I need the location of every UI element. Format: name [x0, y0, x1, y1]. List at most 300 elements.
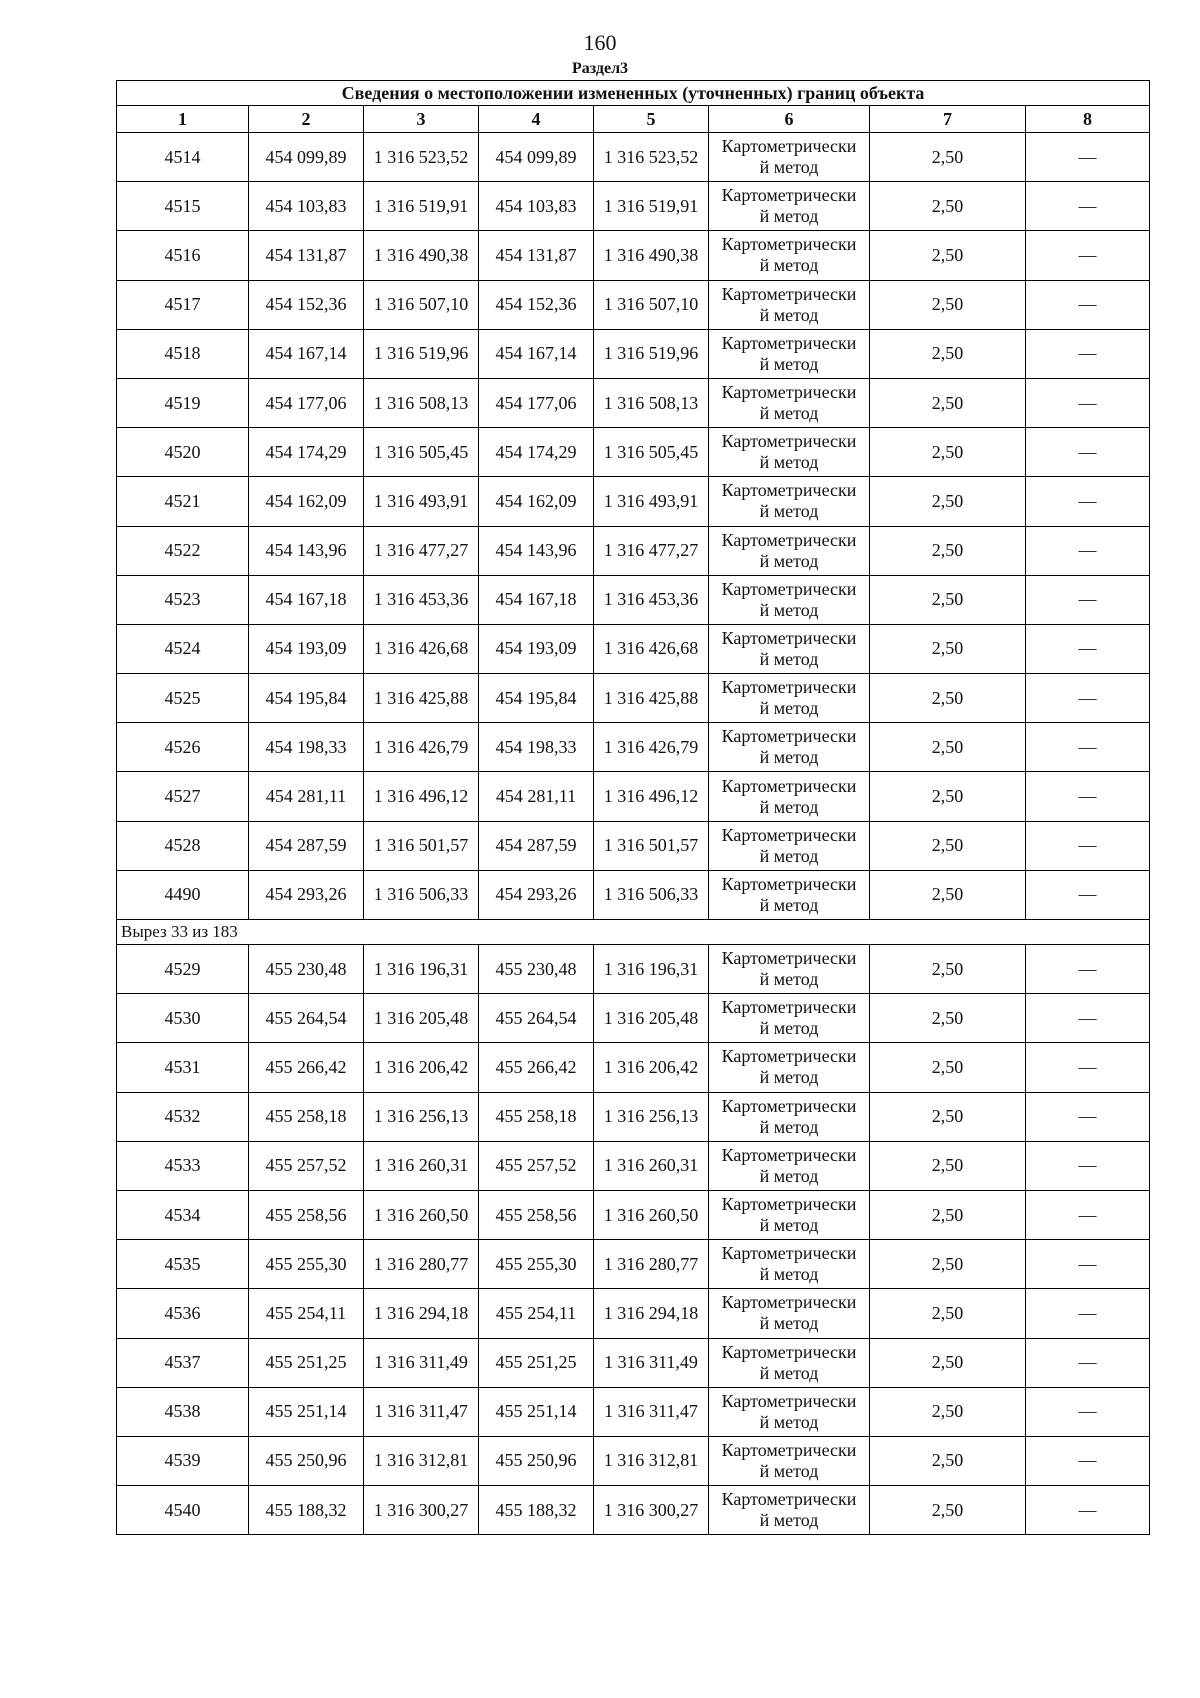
- y-old-cell: 1 316 260,31: [364, 1141, 479, 1190]
- method-line2: й метод: [759, 501, 819, 522]
- accuracy-cell: 2,50: [870, 1141, 1026, 1190]
- method-line1: Картометрически: [721, 997, 857, 1018]
- x-old-cell: 454 174,29: [249, 428, 364, 477]
- column-number: 5: [594, 106, 709, 133]
- x-old-cell: 454 103,83: [249, 182, 364, 231]
- point-number-cell: 4531: [117, 1043, 249, 1092]
- method-cell: [709, 1141, 870, 1190]
- method-line2: й метод: [759, 1460, 819, 1481]
- table-row: [117, 1387, 1150, 1436]
- empty-mark-cell: —: [1026, 870, 1150, 919]
- empty-mark-cell: —: [1026, 378, 1150, 427]
- x-new-cell: 454 193,09: [479, 624, 594, 673]
- method-line2: й метод: [759, 648, 819, 669]
- point-number-cell: 4520: [117, 428, 249, 477]
- accuracy-cell: 2,50: [870, 428, 1026, 477]
- accuracy-cell: 2,50: [870, 870, 1026, 919]
- x-new-cell: 454 167,14: [479, 329, 594, 378]
- y-new-cell: 1 316 280,77: [594, 1240, 709, 1289]
- method-line2: й метод: [759, 452, 819, 473]
- empty-mark-cell: —: [1026, 526, 1150, 575]
- method-line1: Картометрически: [721, 1292, 857, 1313]
- method-cell: [709, 1190, 870, 1239]
- x-new-cell: 455 266,42: [479, 1043, 594, 1092]
- method-line1: Картометрически: [721, 1144, 857, 1165]
- method-line1: Картометрически: [721, 677, 857, 698]
- column-number: 4: [479, 106, 594, 133]
- x-new-cell: 454 195,84: [479, 674, 594, 723]
- x-old-cell: 455 251,14: [249, 1387, 364, 1436]
- accuracy-cell: 2,50: [870, 1436, 1026, 1485]
- method-cell: [709, 1436, 870, 1485]
- method-line1: Картометрически: [721, 1341, 857, 1362]
- y-new-cell: 1 316 312,81: [594, 1436, 709, 1485]
- y-old-cell: 1 316 426,68: [364, 624, 479, 673]
- method-line2: й метод: [759, 1116, 819, 1137]
- accuracy-cell: 2,50: [870, 821, 1026, 870]
- table-row: [117, 723, 1150, 772]
- accuracy-cell: 2,50: [870, 723, 1026, 772]
- point-number-cell: 4522: [117, 526, 249, 575]
- table-row: [117, 133, 1150, 182]
- method-line2: й метод: [759, 599, 819, 620]
- table-row: [117, 1338, 1150, 1387]
- column-number: 6: [709, 106, 870, 133]
- x-new-cell: 454 099,89: [479, 133, 594, 182]
- y-new-cell: 1 316 300,27: [594, 1486, 709, 1535]
- method-line1: Картометрически: [721, 627, 857, 648]
- accuracy-cell: 2,50: [870, 1092, 1026, 1141]
- point-number-cell: 4527: [117, 772, 249, 821]
- y-new-cell: 1 316 205,48: [594, 994, 709, 1043]
- method-line2: й метод: [759, 969, 819, 990]
- method-line2: й метод: [759, 1313, 819, 1334]
- point-number-cell: 4534: [117, 1190, 249, 1239]
- x-old-cell: 455 258,56: [249, 1190, 364, 1239]
- table-row: [117, 280, 1150, 329]
- method-cell: [709, 182, 870, 231]
- y-old-cell: 1 316 453,36: [364, 575, 479, 624]
- point-number-cell: 4515: [117, 182, 249, 231]
- empty-mark-cell: —: [1026, 821, 1150, 870]
- accuracy-cell: 2,50: [870, 231, 1026, 280]
- empty-mark-cell: —: [1026, 280, 1150, 329]
- method-line2: й метод: [759, 353, 819, 374]
- method-cell: [709, 994, 870, 1043]
- method-line1: Картометрически: [721, 136, 857, 157]
- method-cell: [709, 1043, 870, 1092]
- y-new-cell: 1 316 519,96: [594, 329, 709, 378]
- y-old-cell: 1 316 300,27: [364, 1486, 479, 1535]
- x-old-cell: 455 258,18: [249, 1092, 364, 1141]
- method-cell: [709, 821, 870, 870]
- x-new-cell: 455 251,25: [479, 1338, 594, 1387]
- point-number-cell: 4529: [117, 945, 249, 994]
- method-line1: Картометрически: [721, 824, 857, 845]
- x-new-cell: 454 177,06: [479, 378, 594, 427]
- y-new-cell: 1 316 453,36: [594, 575, 709, 624]
- method-cell: [709, 1338, 870, 1387]
- empty-mark-cell: —: [1026, 1436, 1150, 1485]
- y-new-cell: 1 316 426,68: [594, 624, 709, 673]
- column-number: 1: [117, 106, 249, 133]
- empty-mark-cell: —: [1026, 231, 1150, 280]
- empty-mark-cell: —: [1026, 1289, 1150, 1338]
- x-new-cell: 455 188,32: [479, 1486, 594, 1535]
- empty-mark-cell: —: [1026, 1486, 1150, 1535]
- empty-mark-cell: —: [1026, 945, 1150, 994]
- column-number-row: [117, 106, 1150, 133]
- empty-mark-cell: —: [1026, 624, 1150, 673]
- method-line2: й метод: [759, 796, 819, 817]
- method-cell: [709, 477, 870, 526]
- method-line2: й метод: [759, 206, 819, 227]
- point-number-cell: 4540: [117, 1486, 249, 1535]
- accuracy-cell: 2,50: [870, 1486, 1026, 1535]
- empty-mark-cell: —: [1026, 575, 1150, 624]
- table-row: [117, 378, 1150, 427]
- y-old-cell: 1 316 490,38: [364, 231, 479, 280]
- method-cell: [709, 329, 870, 378]
- column-number: 2: [249, 106, 364, 133]
- y-new-cell: 1 316 505,45: [594, 428, 709, 477]
- method-line1: Картометрически: [721, 480, 857, 501]
- x-new-cell: 455 255,30: [479, 1240, 594, 1289]
- accuracy-cell: 2,50: [870, 1240, 1026, 1289]
- method-cell: [709, 280, 870, 329]
- table-row: [117, 674, 1150, 723]
- method-line1: Картометрически: [721, 1095, 857, 1116]
- method-line1: Картометрически: [721, 283, 857, 304]
- empty-mark-cell: —: [1026, 1043, 1150, 1092]
- method-line2: й метод: [759, 255, 819, 276]
- table-body: [117, 133, 1150, 1535]
- accuracy-cell: 2,50: [870, 575, 1026, 624]
- x-old-cell: 455 251,25: [249, 1338, 364, 1387]
- method-line2: й метод: [759, 1510, 819, 1531]
- accuracy-cell: 2,50: [870, 329, 1026, 378]
- y-new-cell: 1 316 260,50: [594, 1190, 709, 1239]
- table-row: [117, 428, 1150, 477]
- x-old-cell: 454 167,18: [249, 575, 364, 624]
- table-row: [117, 945, 1150, 994]
- method-cell: [709, 133, 870, 182]
- method-cell: [709, 624, 870, 673]
- method-cell: [709, 1240, 870, 1289]
- method-cell: [709, 231, 870, 280]
- y-old-cell: 1 316 311,47: [364, 1387, 479, 1436]
- method-line1: Картометрически: [721, 332, 857, 353]
- method-line2: й метод: [759, 304, 819, 325]
- table-row: [117, 821, 1150, 870]
- x-old-cell: 455 254,11: [249, 1289, 364, 1338]
- y-new-cell: 1 316 501,57: [594, 821, 709, 870]
- y-old-cell: 1 316 205,48: [364, 994, 479, 1043]
- empty-mark-cell: —: [1026, 1387, 1150, 1436]
- method-cell: [709, 378, 870, 427]
- x-new-cell: 455 254,11: [479, 1289, 594, 1338]
- y-old-cell: 1 316 501,57: [364, 821, 479, 870]
- empty-mark-cell: —: [1026, 994, 1150, 1043]
- method-line1: Картометрически: [721, 948, 857, 969]
- x-old-cell: 455 230,48: [249, 945, 364, 994]
- empty-mark-cell: —: [1026, 182, 1150, 231]
- y-new-cell: 1 316 507,10: [594, 280, 709, 329]
- accuracy-cell: 2,50: [870, 1043, 1026, 1092]
- x-old-cell: 454 195,84: [249, 674, 364, 723]
- table-row: [117, 1486, 1150, 1535]
- empty-mark-cell: —: [1026, 1092, 1150, 1141]
- x-old-cell: 454 287,59: [249, 821, 364, 870]
- x-old-cell: 454 131,87: [249, 231, 364, 280]
- y-new-cell: 1 316 496,12: [594, 772, 709, 821]
- accuracy-cell: 2,50: [870, 674, 1026, 723]
- x-old-cell: 455 264,54: [249, 994, 364, 1043]
- x-old-cell: 454 193,09: [249, 624, 364, 673]
- accuracy-cell: 2,50: [870, 772, 1026, 821]
- point-number-cell: 4526: [117, 723, 249, 772]
- accuracy-cell: 2,50: [870, 1190, 1026, 1239]
- point-number-cell: 4530: [117, 994, 249, 1043]
- accuracy-cell: 2,50: [870, 182, 1026, 231]
- table-row: [117, 526, 1150, 575]
- cut-label: Вырез 33 из 183: [117, 920, 1150, 945]
- empty-mark-cell: —: [1026, 477, 1150, 526]
- point-number-cell: 4535: [117, 1240, 249, 1289]
- method-cell: [709, 945, 870, 994]
- y-new-cell: 1 316 508,13: [594, 378, 709, 427]
- x-old-cell: 454 167,14: [249, 329, 364, 378]
- cut-row: [117, 920, 1150, 945]
- point-number-cell: 4533: [117, 1141, 249, 1190]
- y-new-cell: 1 316 256,13: [594, 1092, 709, 1141]
- table-row: [117, 1092, 1150, 1141]
- y-new-cell: 1 316 506,33: [594, 870, 709, 919]
- method-line1: Картометрически: [721, 431, 857, 452]
- x-old-cell: 454 281,11: [249, 772, 364, 821]
- y-new-cell: 1 316 311,47: [594, 1387, 709, 1436]
- method-line1: Картометрически: [721, 234, 857, 255]
- accuracy-cell: 2,50: [870, 624, 1026, 673]
- x-old-cell: 455 257,52: [249, 1141, 364, 1190]
- method-line2: й метод: [759, 1264, 819, 1285]
- empty-mark-cell: —: [1026, 1338, 1150, 1387]
- point-number-cell: 4521: [117, 477, 249, 526]
- y-new-cell: 1 316 519,91: [594, 182, 709, 231]
- method-cell: [709, 1387, 870, 1436]
- y-new-cell: 1 316 523,52: [594, 133, 709, 182]
- table-row: [117, 1436, 1150, 1485]
- empty-mark-cell: —: [1026, 674, 1150, 723]
- table-row: [117, 1240, 1150, 1289]
- table-row: [117, 870, 1150, 919]
- x-new-cell: 455 250,96: [479, 1436, 594, 1485]
- method-line2: й метод: [759, 894, 819, 915]
- accuracy-cell: 2,50: [870, 133, 1026, 182]
- method-line1: Картометрически: [721, 1243, 857, 1264]
- table-row: [117, 231, 1150, 280]
- method-cell: [709, 428, 870, 477]
- method-cell: [709, 772, 870, 821]
- empty-mark-cell: —: [1026, 133, 1150, 182]
- table-row: [117, 1043, 1150, 1092]
- y-old-cell: 1 316 508,13: [364, 378, 479, 427]
- y-old-cell: 1 316 260,50: [364, 1190, 479, 1239]
- x-old-cell: 455 266,42: [249, 1043, 364, 1092]
- y-old-cell: 1 316 505,45: [364, 428, 479, 477]
- x-new-cell: 454 281,11: [479, 772, 594, 821]
- method-line2: й метод: [759, 550, 819, 571]
- x-old-cell: 454 162,09: [249, 477, 364, 526]
- y-new-cell: 1 316 196,31: [594, 945, 709, 994]
- method-cell: [709, 1289, 870, 1338]
- table-row: [117, 1289, 1150, 1338]
- x-new-cell: 455 251,14: [479, 1387, 594, 1436]
- y-old-cell: 1 316 493,91: [364, 477, 479, 526]
- method-line1: Картометрически: [721, 382, 857, 403]
- x-old-cell: 454 143,96: [249, 526, 364, 575]
- x-new-cell: 454 287,59: [479, 821, 594, 870]
- point-number-cell: 4528: [117, 821, 249, 870]
- table-row: [117, 575, 1150, 624]
- accuracy-cell: 2,50: [870, 526, 1026, 575]
- method-cell: [709, 1092, 870, 1141]
- column-number: 8: [1026, 106, 1150, 133]
- y-old-cell: 1 316 519,91: [364, 182, 479, 231]
- empty-mark-cell: —: [1026, 1190, 1150, 1239]
- y-old-cell: 1 316 523,52: [364, 133, 479, 182]
- method-line2: й метод: [759, 157, 819, 178]
- method-line1: Картометрически: [721, 726, 857, 747]
- point-number-cell: 4519: [117, 378, 249, 427]
- accuracy-cell: 2,50: [870, 994, 1026, 1043]
- table-title: Сведения о местоположении измененных (уточненных) границ объекта: [117, 81, 1150, 106]
- method-line2: й метод: [759, 747, 819, 768]
- table-row: [117, 1141, 1150, 1190]
- accuracy-cell: 2,50: [870, 1387, 1026, 1436]
- column-number: 7: [870, 106, 1026, 133]
- method-line2: й метод: [759, 1411, 819, 1432]
- y-old-cell: 1 316 311,49: [364, 1338, 479, 1387]
- method-line2: й метод: [759, 403, 819, 424]
- empty-mark-cell: —: [1026, 723, 1150, 772]
- accuracy-cell: 2,50: [870, 945, 1026, 994]
- x-new-cell: 454 152,36: [479, 280, 594, 329]
- point-number-cell: 4524: [117, 624, 249, 673]
- y-old-cell: 1 316 477,27: [364, 526, 479, 575]
- point-number-cell: 4538: [117, 1387, 249, 1436]
- method-line1: Картометрически: [721, 185, 857, 206]
- x-new-cell: 454 293,26: [479, 870, 594, 919]
- y-new-cell: 1 316 206,42: [594, 1043, 709, 1092]
- x-new-cell: 454 131,87: [479, 231, 594, 280]
- method-line1: Картометрически: [721, 578, 857, 599]
- method-line1: Картометрически: [721, 1390, 857, 1411]
- column-number: 3: [364, 106, 479, 133]
- point-number-cell: 4539: [117, 1436, 249, 1485]
- x-new-cell: 455 258,18: [479, 1092, 594, 1141]
- section-label: Раздел3: [571, 60, 629, 77]
- point-number-cell: 4537: [117, 1338, 249, 1387]
- empty-mark-cell: —: [1026, 772, 1150, 821]
- method-line1: Картометрически: [721, 1194, 857, 1215]
- y-old-cell: 1 316 507,10: [364, 280, 479, 329]
- x-new-cell: 455 264,54: [479, 994, 594, 1043]
- method-line2: й метод: [759, 845, 819, 866]
- y-old-cell: 1 316 294,18: [364, 1289, 479, 1338]
- y-old-cell: 1 316 280,77: [364, 1240, 479, 1289]
- method-cell: [709, 575, 870, 624]
- y-new-cell: 1 316 425,88: [594, 674, 709, 723]
- point-number-cell: 4532: [117, 1092, 249, 1141]
- x-new-cell: 454 174,29: [479, 428, 594, 477]
- accuracy-cell: 2,50: [870, 280, 1026, 329]
- x-old-cell: 454 198,33: [249, 723, 364, 772]
- method-cell: [709, 674, 870, 723]
- x-old-cell: 454 152,36: [249, 280, 364, 329]
- x-old-cell: 454 177,06: [249, 378, 364, 427]
- method-line2: й метод: [759, 1165, 819, 1186]
- page-number: 160: [583, 30, 617, 55]
- table-row: [117, 1190, 1150, 1239]
- method-line1: Картометрически: [721, 1046, 857, 1067]
- table-row: [117, 329, 1150, 378]
- accuracy-cell: 2,50: [870, 477, 1026, 526]
- x-old-cell: 454 293,26: [249, 870, 364, 919]
- point-number-cell: 4514: [117, 133, 249, 182]
- method-line1: Картометрически: [721, 873, 857, 894]
- x-new-cell: 454 143,96: [479, 526, 594, 575]
- table-row: [117, 624, 1150, 673]
- x-old-cell: 455 255,30: [249, 1240, 364, 1289]
- method-line2: й метод: [759, 1215, 819, 1236]
- table-row: [117, 182, 1150, 231]
- method-line2: й метод: [759, 1362, 819, 1383]
- x-new-cell: 454 167,18: [479, 575, 594, 624]
- accuracy-cell: 2,50: [870, 1338, 1026, 1387]
- y-old-cell: 1 316 312,81: [364, 1436, 479, 1485]
- y-old-cell: 1 316 426,79: [364, 723, 479, 772]
- method-line1: Картометрически: [721, 775, 857, 796]
- y-new-cell: 1 316 311,49: [594, 1338, 709, 1387]
- table-row: [117, 994, 1150, 1043]
- x-new-cell: 455 230,48: [479, 945, 594, 994]
- y-old-cell: 1 316 506,33: [364, 870, 479, 919]
- accuracy-cell: 2,50: [870, 1289, 1026, 1338]
- table-row: [117, 477, 1150, 526]
- method-cell: [709, 526, 870, 575]
- y-old-cell: 1 316 196,31: [364, 945, 479, 994]
- x-old-cell: 454 099,89: [249, 133, 364, 182]
- y-new-cell: 1 316 493,91: [594, 477, 709, 526]
- y-new-cell: 1 316 426,79: [594, 723, 709, 772]
- method-line1: Картометрически: [721, 1489, 857, 1510]
- y-old-cell: 1 316 519,96: [364, 329, 479, 378]
- point-number-cell: 4525: [117, 674, 249, 723]
- method-cell: [709, 723, 870, 772]
- y-old-cell: 1 316 425,88: [364, 674, 479, 723]
- point-number-cell: 4516: [117, 231, 249, 280]
- y-new-cell: 1 316 260,31: [594, 1141, 709, 1190]
- y-new-cell: 1 316 477,27: [594, 526, 709, 575]
- point-number-cell: 4523: [117, 575, 249, 624]
- x-new-cell: 454 198,33: [479, 723, 594, 772]
- accuracy-cell: 2,50: [870, 378, 1026, 427]
- x-new-cell: 455 257,52: [479, 1141, 594, 1190]
- y-old-cell: 1 316 206,42: [364, 1043, 479, 1092]
- x-new-cell: 454 103,83: [479, 182, 594, 231]
- empty-mark-cell: —: [1026, 428, 1150, 477]
